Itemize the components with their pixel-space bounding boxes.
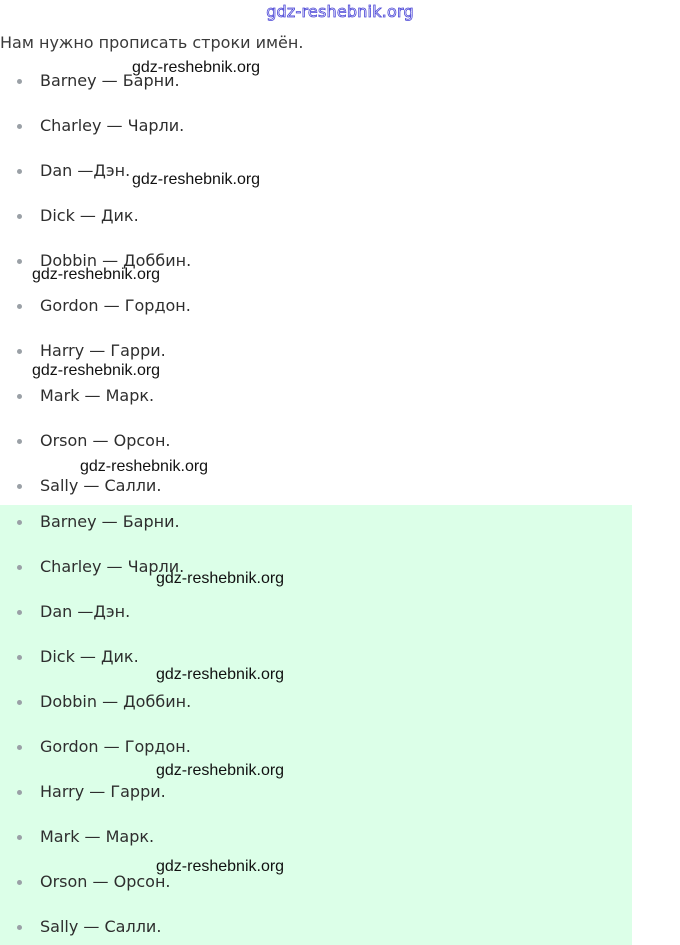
watermark: gdz-reshebnik.org — [32, 362, 161, 379]
highlighted-names-list — [0, 505, 632, 945]
top-watermark: gdz-reshebnik.org — [266, 2, 414, 21]
list-item-text: Mark — Марк. — [40, 386, 155, 405]
bullet-icon — [17, 655, 22, 660]
bullet-icon — [17, 484, 22, 489]
list-item-text: Charley — Чарли. — [40, 557, 185, 576]
watermark: gdz-reshebnik.org — [32, 266, 161, 283]
bullet-icon — [17, 79, 22, 84]
list-item-text: Dick — Дик. — [40, 647, 139, 666]
bullet-icon — [17, 394, 22, 399]
list-item — [0, 556, 632, 601]
bullet-icon — [17, 169, 22, 174]
list-item-text: Sally — Салли. — [40, 476, 162, 495]
list-item-text: Orson — Орсон. — [40, 431, 171, 450]
list-item-text: Harry — Гарри. — [40, 782, 166, 801]
list-item-text: Harry — Гарри. — [40, 341, 166, 360]
list-item-text: Charley — Чарли. — [40, 116, 185, 135]
watermark: gdz-reshebnik.org — [132, 171, 261, 188]
watermark: gdz-reshebnik.org — [80, 458, 209, 475]
names-list — [0, 70, 632, 520]
list-item-text: Barney — Барни. — [40, 512, 180, 531]
bullet-icon — [17, 349, 22, 354]
bullet-icon — [17, 880, 22, 885]
bullet-icon — [17, 790, 22, 795]
list-item-text: Dan —Дэн. — [40, 161, 131, 180]
watermark: gdz-reshebnik.org — [132, 59, 261, 76]
list-item-text: Dan —Дэн. — [40, 602, 131, 621]
watermark: gdz-reshebnik.org — [156, 858, 285, 875]
list-item — [0, 115, 632, 160]
intro-text: Нам нужно прописать строки имён. — [0, 33, 304, 52]
bullet-icon — [17, 835, 22, 840]
watermark: gdz-reshebnik.org — [156, 666, 285, 683]
list-item-text: Sally — Салли. — [40, 917, 162, 936]
list-item-text: Dobbin — Доббин. — [40, 692, 192, 711]
list-item — [0, 916, 632, 945]
list-item-text: Mark — Марк. — [40, 827, 155, 846]
list-item — [0, 70, 632, 115]
bullet-icon — [17, 304, 22, 309]
list-item — [0, 646, 632, 691]
bullet-icon — [17, 259, 22, 264]
list-item — [0, 871, 632, 916]
bullet-icon — [17, 439, 22, 444]
list-item — [0, 385, 632, 430]
list-item — [0, 691, 632, 736]
list-item — [0, 601, 632, 646]
bullet-icon — [17, 565, 22, 570]
list-item — [0, 781, 632, 826]
list-item — [0, 160, 632, 205]
list-item-text: Gordon — Гордон. — [40, 737, 191, 756]
list-item-text: Dick — Дик. — [40, 206, 139, 225]
list-item-text: Gordon — Гордон. — [40, 296, 191, 315]
list-item — [0, 295, 632, 340]
watermark: gdz-reshebnik.org — [156, 762, 285, 779]
list-item — [0, 826, 632, 871]
list-item-text: Dobbin — Доббин. — [40, 251, 192, 270]
watermark: gdz-reshebnik.org — [156, 570, 285, 587]
list-item-text: Orson — Орсон. — [40, 872, 171, 891]
list-item — [0, 205, 632, 250]
bullet-icon — [17, 124, 22, 129]
list-item — [0, 511, 632, 556]
bullet-icon — [17, 214, 22, 219]
bullet-icon — [17, 700, 22, 705]
bullet-icon — [17, 520, 22, 525]
bullet-icon — [17, 925, 22, 930]
list-item — [0, 736, 632, 781]
list-item-text: Barney — Барни. — [40, 71, 180, 90]
bullet-icon — [17, 610, 22, 615]
bullet-icon — [17, 745, 22, 750]
